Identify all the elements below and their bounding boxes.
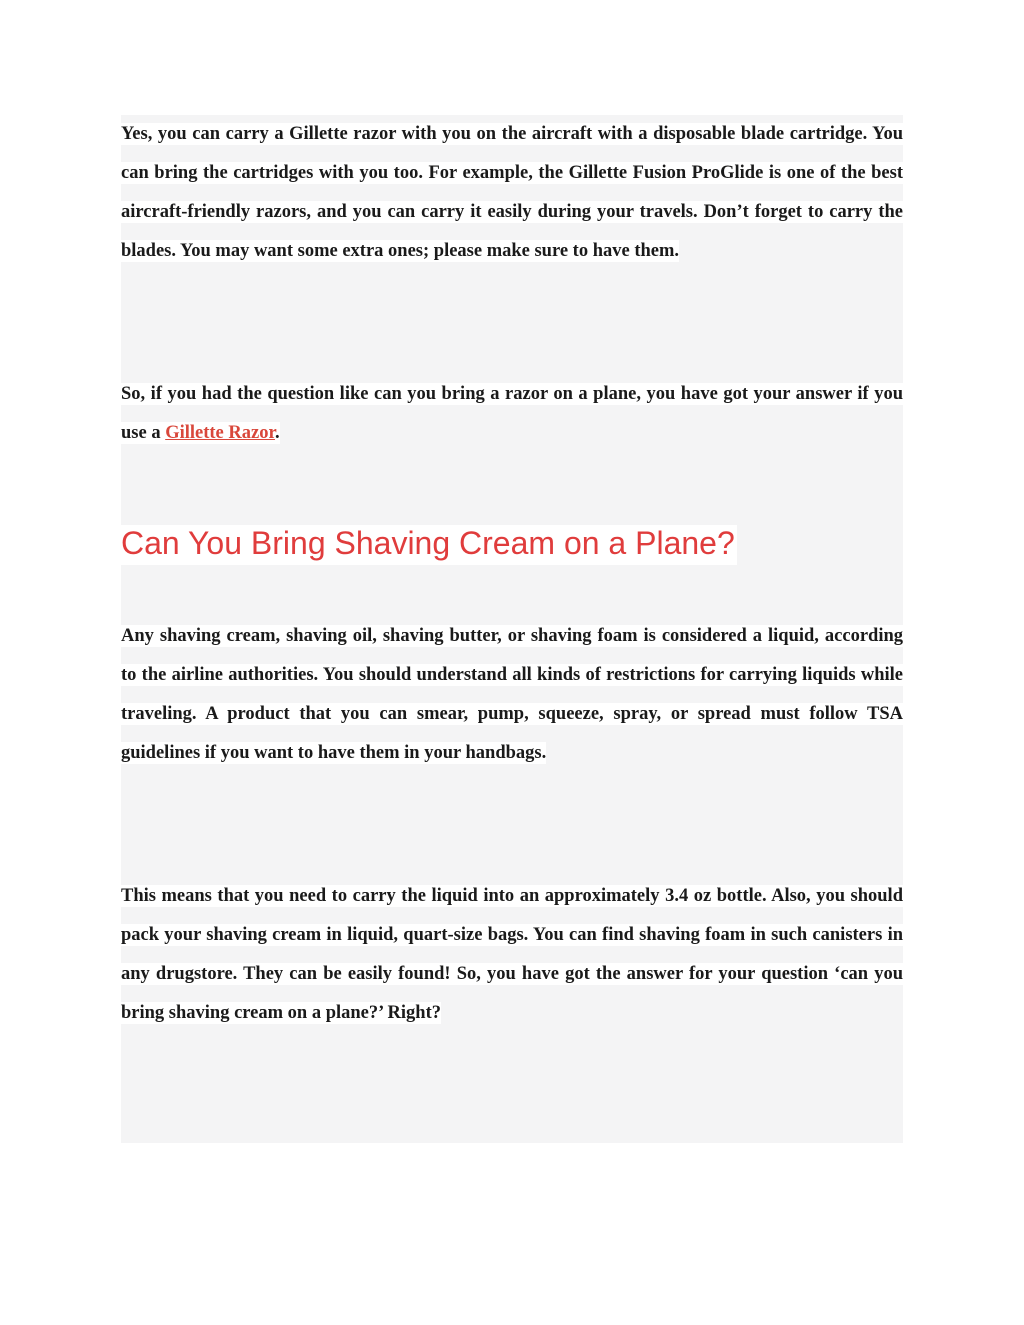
heading-text: Can You Bring Shaving Cream on a Plane? [121,525,737,565]
paragraph-text: This means that you need to carry the liquid into an approximately 3.4 oz bottle. Also, you should pack your shaving cream in liquid, quart-size bags. You can find shaving foam in such canisters in any drugstore. They can be easily found! So, you have got the answer for your question ‘can you bring shaving cream on a plane?’ Right? [121,886,903,1023]
gillette-razor-link[interactable]: Gillette Razor [165,423,275,443]
paragraph-razor-answer [121,375,903,453]
paragraph-gillette-razor [121,115,903,271]
paragraph-text: Any shaving cream, shaving oil, shaving butter, or shaving foam is considered a liquid, according to the airline authorities. You should understand all kinds of restrictions for carrying liquids while traveling. A product that you can smear, pump, squeeze, spray, or spread must follow TSA guidelines if you want to have them in your handbags. [121,626,903,763]
paragraph-text: Yes, you can carry a Gillette razor with you on the aircraft with a disposable blade cartridge. You can bring the cartridges with you too. For example, the Gillette Fusion ProGlide is one of the best aircraft-friendly razors, and you can carry it easily during your travels. Don’t forget to carry the blades. You may want some extra ones; please make sure to have them. [121,124,903,261]
paragraph-text-end: . [274,423,280,443]
section-heading [121,519,737,567]
paragraph-shaving-liquids [121,617,903,773]
paragraph-text: So, if you had the question like can you bring a razor on a plane, you have got your answer if you use a [121,384,903,443]
paragraph-shaving-cream-answer [121,877,903,1033]
